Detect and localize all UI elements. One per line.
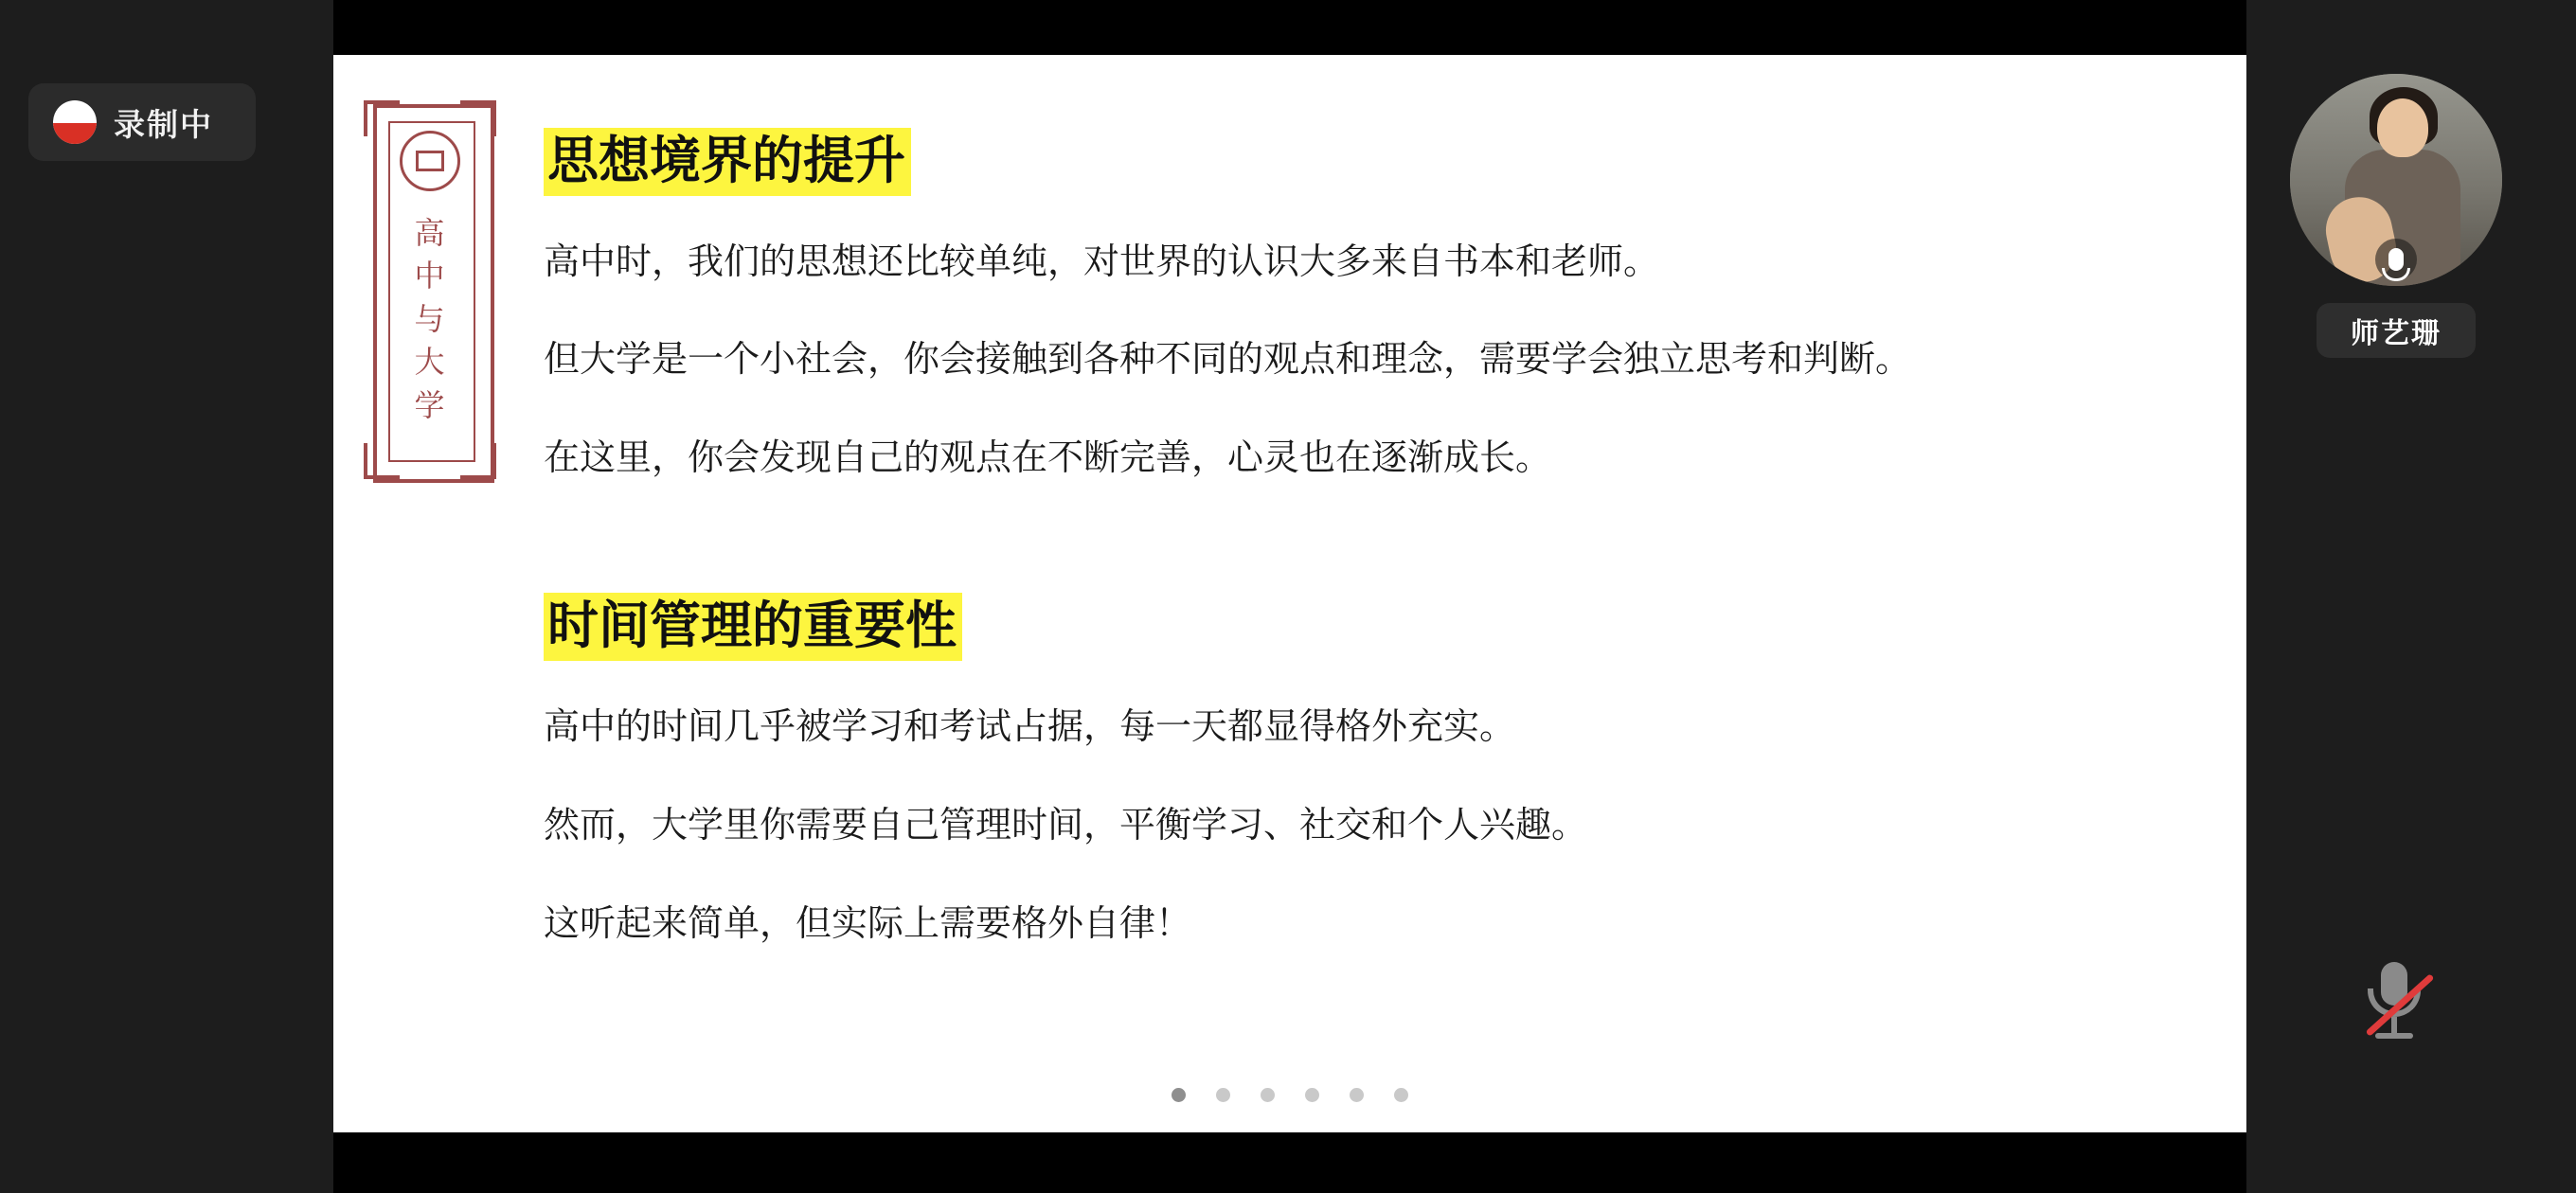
- pagination-dot-5[interactable]: [1350, 1088, 1364, 1102]
- microphone-icon[interactable]: [2375, 239, 2417, 280]
- section-1-title-text: 思想境界的提升: [544, 128, 911, 196]
- recording-label: 录制中: [114, 106, 213, 142]
- section-2-paragraph-3: 这听起来简单，但实际上需要格外自律！: [544, 901, 1192, 944]
- slide-canvas: [333, 55, 2246, 1132]
- school-emblem-icon: [400, 131, 460, 191]
- section-1-paragraph-1: 高中时，我们的思想还比较单纯，对世界的认识大多来自书本和老师。: [544, 240, 1660, 282]
- slide-content: [544, 129, 2059, 950]
- participant-avatar: [2290, 74, 2502, 286]
- shared-screen-stage[interactable]: [333, 0, 2246, 1193]
- section-1-paragraph-3: 在这里，你会发现自己的观点在不断完善，心灵也在逐渐成长。: [544, 436, 1552, 479]
- seal-char-1: 高: [414, 215, 446, 251]
- participant-name-pill: [2317, 303, 2476, 358]
- section-1-paragraph-2: 但大学是一个小社会，你会接触到各种不同的观点和理念，需要学会独立思考和判断。: [544, 338, 1912, 381]
- seal-char-2: 中: [414, 258, 446, 294]
- pagination-dot-4[interactable]: [1305, 1088, 1319, 1102]
- muted-mic-stand: [2391, 1017, 2397, 1034]
- microphone-glyph: [2388, 248, 2404, 271]
- slide-seal-ornament: [364, 100, 496, 479]
- section-2-title-text: 时间管理的重要性: [544, 593, 962, 661]
- participant-tile[interactable]: [2290, 74, 2502, 358]
- pagination-dot-2[interactable]: [1216, 1088, 1230, 1102]
- seal-corner-top-left: [364, 100, 400, 136]
- section-2-title: [544, 594, 2059, 658]
- seal-char-3: 与: [414, 300, 446, 337]
- seal-corner-bottom-left: [364, 443, 400, 479]
- pagination-dot-6[interactable]: [1394, 1088, 1408, 1102]
- section-1-title: [544, 129, 2059, 193]
- recording-badge[interactable]: [28, 83, 256, 161]
- seal-vertical-text: [364, 212, 496, 427]
- seal-char-5: 学: [414, 386, 446, 423]
- muted-mic-base: [2375, 1033, 2413, 1039]
- slide-pagination[interactable]: [333, 1088, 2246, 1102]
- record-cloud-icon: [53, 100, 97, 144]
- seal-corner-top-right: [460, 100, 496, 136]
- microphone-muted-icon[interactable]: [2349, 954, 2440, 1059]
- participant-name: 师艺珊: [2351, 318, 2442, 349]
- seal-corner-bottom-right: [460, 443, 496, 479]
- pagination-dot-3[interactable]: [1261, 1088, 1275, 1102]
- pagination-dot-1[interactable]: [1172, 1088, 1186, 1102]
- section-2-paragraph-2: 然而，大学里你需要自己管理时间，平衡学习、社交和个人兴趣。: [544, 803, 1588, 846]
- seal-char-4: 大: [414, 344, 446, 381]
- avatar-head: [2377, 98, 2428, 157]
- section-2-paragraph-1: 高中的时间几乎被学习和考试占据，每一天都显得格外充实。: [544, 704, 1516, 747]
